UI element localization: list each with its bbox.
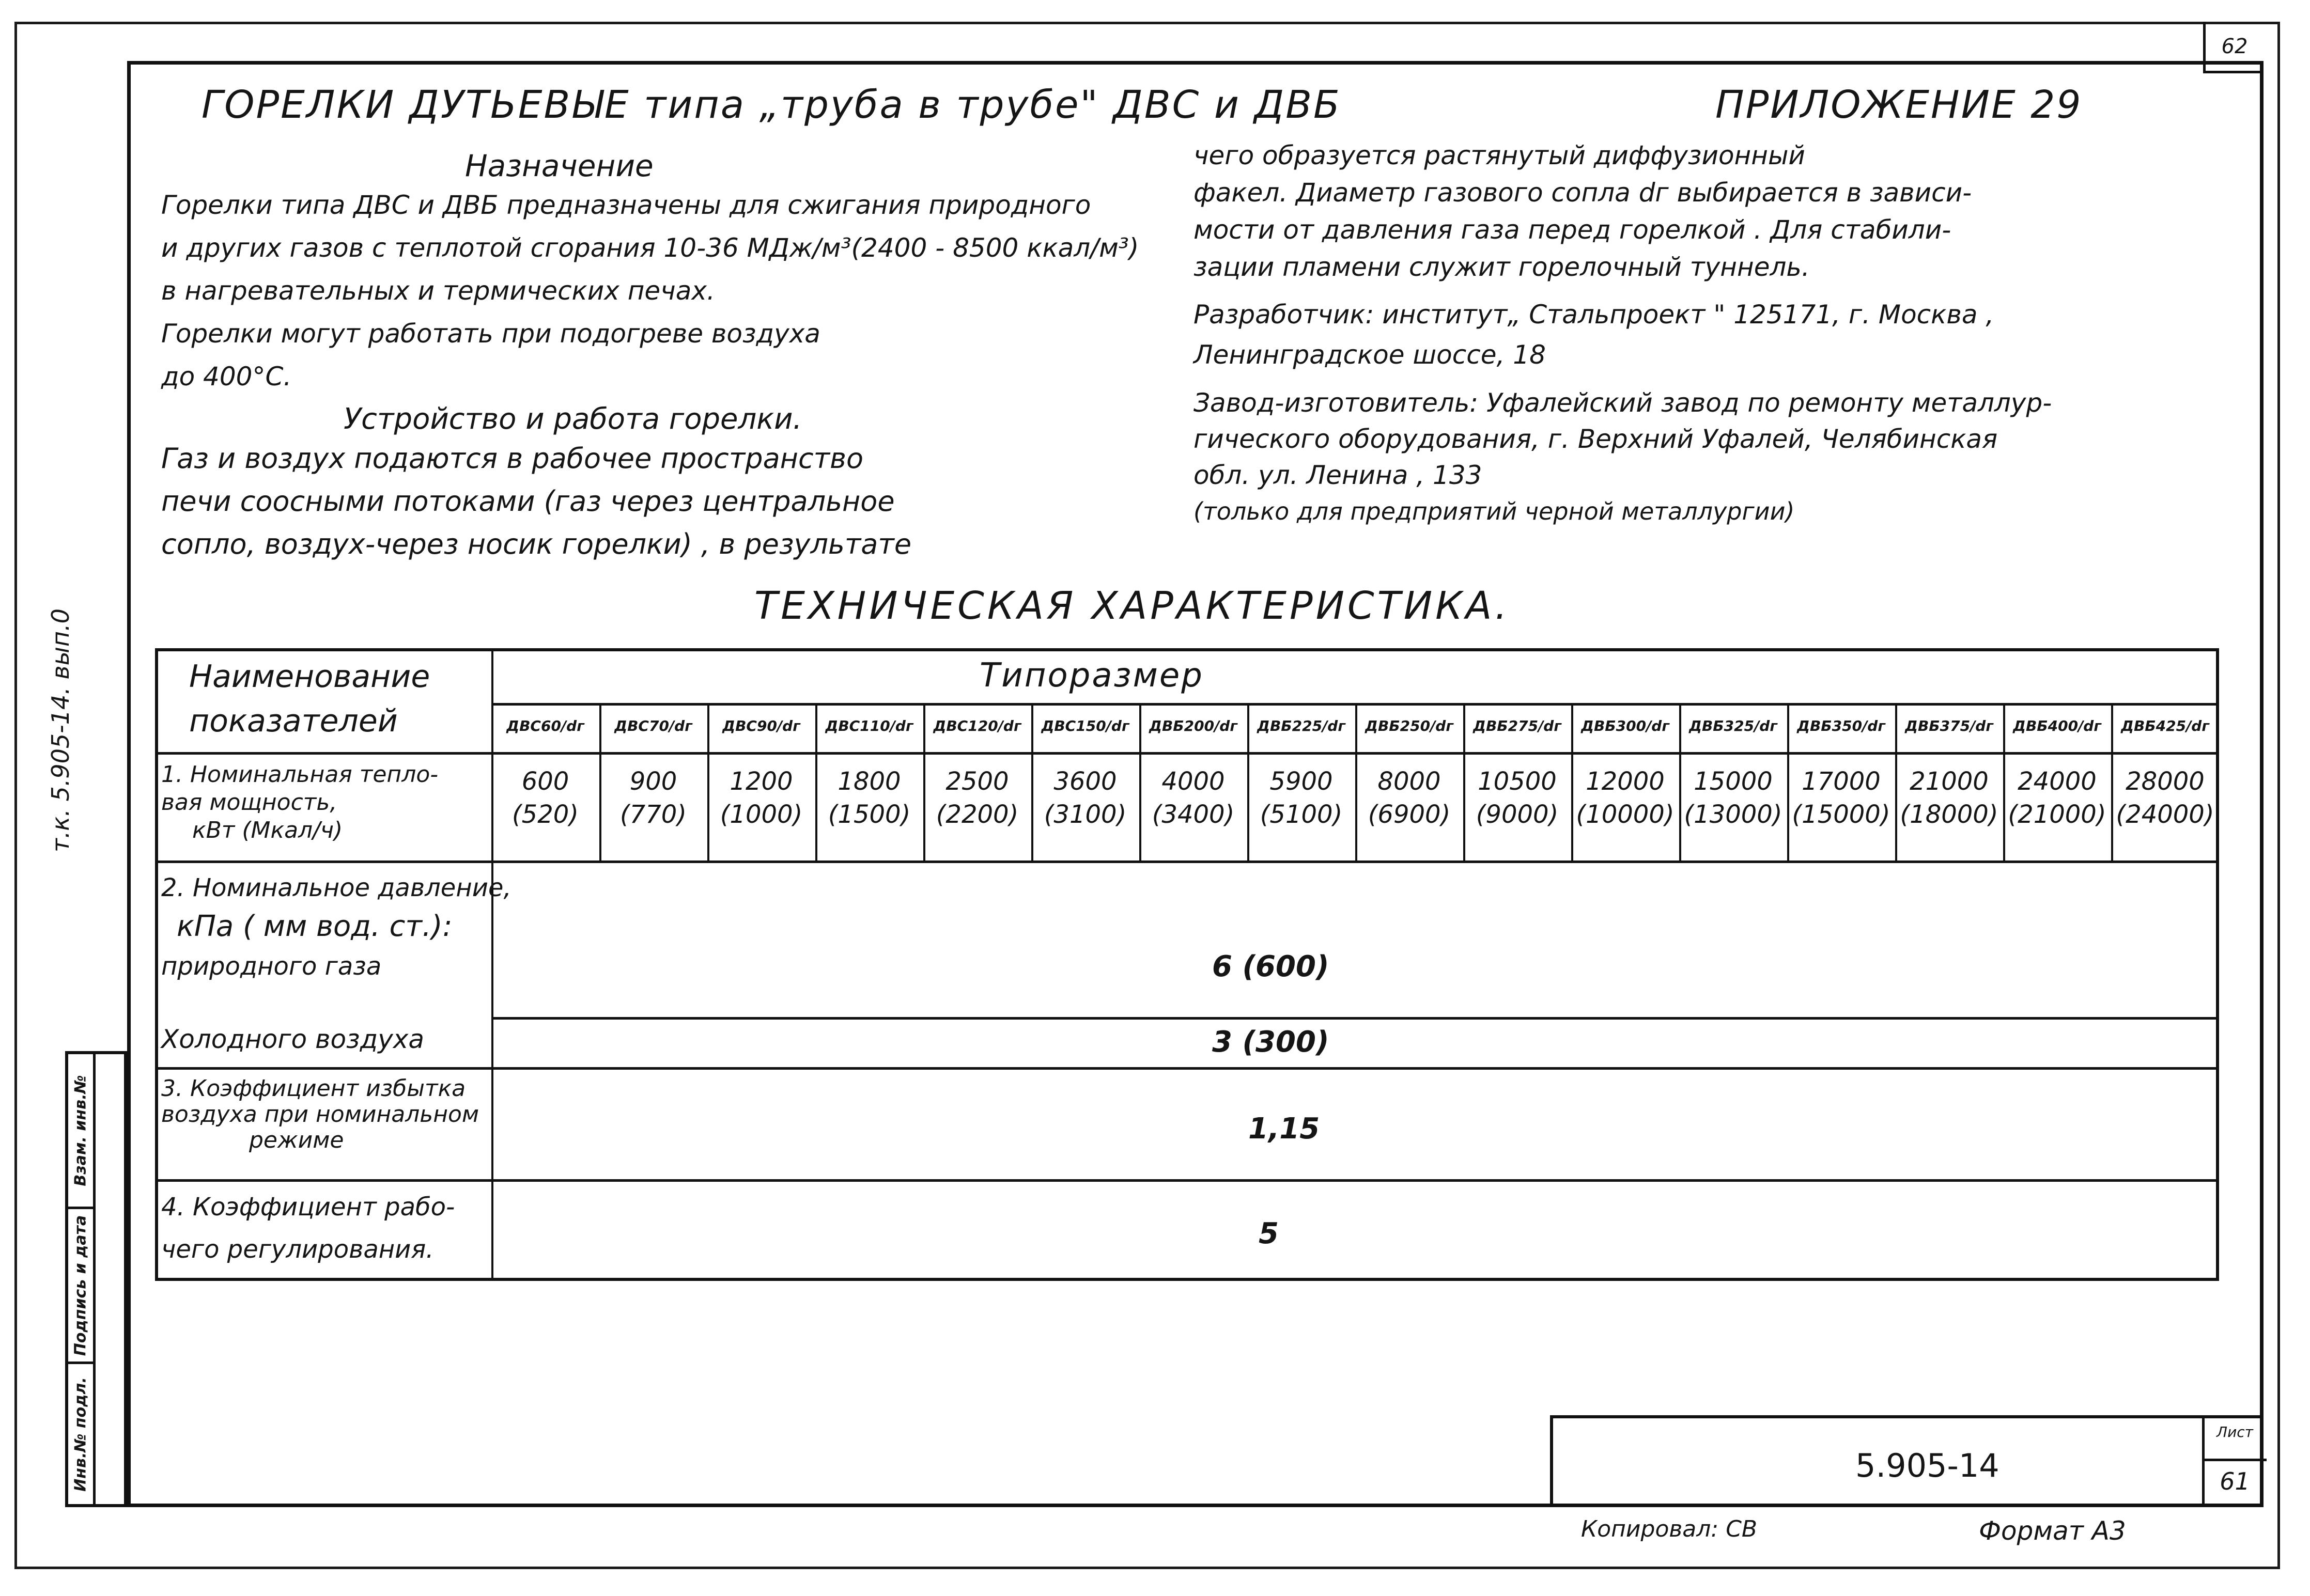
- device-text: [161, 437, 911, 566]
- power-kw: 1800: [838, 767, 901, 796]
- document-title: ГОРЕЛКИ ДУТЬЕВЫЕ типа „труба в трубе" ДВС и ДВБ: [201, 83, 1341, 127]
- sheet-label: Лист: [2216, 1423, 2253, 1441]
- row4-label-line: чего регулирования.: [161, 1235, 434, 1264]
- size-header-cell: ДВБ300/dг: [1581, 717, 1669, 734]
- strip-label-signature: Подпись и дата: [71, 1215, 90, 1356]
- power-mcal: (24000): [2116, 800, 2214, 829]
- right-line: зации пламени служит горелочный туннель.: [1193, 252, 1810, 282]
- table-line: [158, 752, 2219, 755]
- power-kw: 28000: [2126, 767, 2205, 796]
- size-header-cell: ДВБ200/dг: [1149, 717, 1237, 734]
- size-header-cell: ДВБ375/dг: [1905, 717, 1993, 734]
- power-kw: 10500: [1478, 767, 1557, 796]
- device-heading: Устройство и работа горелки.: [344, 402, 802, 436]
- device-line: сопло, воздух-через носик горелки) , в результате: [161, 528, 912, 560]
- manufacturer-line: Завод-изготовитель: Уфалейский завод по ремонту металлур-: [1193, 388, 2052, 418]
- row2-label-line3: природного газа: [161, 952, 382, 981]
- power-cell: [1679, 765, 1787, 831]
- row3-label-line: режиме: [249, 1127, 344, 1153]
- power-cell: [1247, 765, 1355, 831]
- power-mcal: (1000): [720, 800, 803, 829]
- power-mcal: (13000): [1684, 800, 1782, 829]
- power-mcal: (9000): [1476, 800, 1559, 829]
- appendix-label: ПРИЛОЖЕНИЕ 29: [1715, 83, 2083, 127]
- size-header-cell: ДВС150/dг: [1041, 717, 1129, 734]
- power-cell: [599, 765, 707, 831]
- size-header-cell: ДВС120/dг: [933, 717, 1021, 734]
- purpose-heading: Назначение: [465, 148, 654, 183]
- side-document-code: т.к. 5.905-14. вып.0: [46, 608, 74, 852]
- power-kw: 4000: [1161, 767, 1225, 796]
- purpose-line: Горелки могут работать при подогреве воздуха: [161, 319, 820, 349]
- name-header-line2: показателей: [189, 703, 398, 739]
- power-cell: [707, 765, 815, 831]
- row2-label-line1: 2. Номинальное давление,: [161, 873, 511, 902]
- right-column-text-a: [1193, 137, 1972, 286]
- power-cell: [2003, 765, 2111, 831]
- power-kw: 3600: [1053, 767, 1117, 796]
- size-header-cell: ДВС60/dг: [506, 717, 584, 734]
- size-header-cell: ДВС110/dг: [825, 717, 913, 734]
- right-line: мости от давления газа перед горелкой . Для стабили-: [1193, 215, 1951, 245]
- power-cell: [2111, 765, 2219, 831]
- size-header-cell: ДВБ350/dг: [1797, 717, 1885, 734]
- right-column-text-b: [1193, 294, 1994, 375]
- approval-strip: [65, 1051, 127, 1507]
- row1-label-line: кВт (Мкал/ч): [192, 817, 343, 843]
- row4-label: [161, 1186, 455, 1271]
- manufacturer-line: гического оборудования, г. Верхний Уфалей, Челябинская: [1193, 424, 1998, 454]
- row4-label-line: 4. Коэффициент рабо-: [161, 1193, 455, 1222]
- device-line: печи соосными потоками (газ через центральное: [161, 485, 895, 518]
- right-line: чего образуется растянутый диффузионный: [1193, 140, 1805, 170]
- strip-divider: [93, 1054, 96, 1504]
- row2-label-line2: кПа ( мм вод. ст.):: [177, 910, 453, 943]
- size-header-cell: ДВБ250/dг: [1365, 717, 1453, 734]
- power-cell: [1139, 765, 1247, 831]
- purpose-line: Горелки типа ДВС и ДВБ предназначены для сжигания природного: [161, 190, 1091, 220]
- power-cell: [1355, 765, 1463, 831]
- size-header-cell: ДВБ275/dг: [1473, 717, 1561, 734]
- purpose-line: до 400°С.: [161, 362, 292, 392]
- table-line: [491, 1017, 2219, 1020]
- size-header-cell: ДВБ400/dг: [2013, 717, 2101, 734]
- power-kw: 900: [629, 767, 677, 796]
- excess-air-value: 1,15: [1248, 1112, 1320, 1146]
- row1-label-line: вая мощность,: [161, 789, 337, 816]
- power-mcal: (3400): [1152, 800, 1235, 829]
- power-cell: [491, 765, 599, 831]
- paper-format: Формат А3: [1979, 1516, 2126, 1546]
- row3-label-line: 3. Коэффициент избытка: [161, 1075, 466, 1102]
- power-kw: 24000: [2018, 767, 2097, 796]
- title-block-divider: [2202, 1418, 2205, 1507]
- power-mcal: (3100): [1044, 800, 1127, 829]
- size-header-cell: ДВС90/dг: [722, 717, 800, 734]
- power-kw: 17000: [1802, 767, 1881, 796]
- power-kw: 5900: [1269, 767, 1333, 796]
- spec-table-title: ТЕХНИЧЕСКАЯ ХАРАКТЕРИСТИКА.: [754, 584, 1510, 628]
- document-number: 5.905-14: [1855, 1447, 1999, 1484]
- row1-label: [161, 761, 438, 844]
- power-kw: 600: [521, 767, 569, 796]
- row2b-label: Холодного воздуха: [161, 1024, 425, 1054]
- spec-table: [155, 648, 2219, 1281]
- power-mcal: (6900): [1368, 800, 1451, 829]
- manufacturer-line: обл. ул. Ленина , 133: [1193, 460, 1482, 490]
- power-kw: 2500: [945, 767, 1009, 796]
- power-mcal: (770): [619, 800, 687, 829]
- developer-line: Ленинградское шоссе, 18: [1193, 340, 1546, 370]
- page-corner-number: 62: [2203, 22, 2264, 73]
- purpose-line: и других газов с теплотой сгорания 10-36 МДж/м³(2400 - 8500 ккал/м³): [161, 233, 1139, 263]
- power-kw: 1200: [730, 767, 793, 796]
- row3-label-line: воздуха при номинальном: [161, 1101, 479, 1128]
- air-pressure-value: 3 (300): [1212, 1025, 1329, 1059]
- size-header-cell: ДВБ325/dг: [1689, 717, 1777, 734]
- strip-label-original: Инв.№ подл.: [71, 1376, 90, 1492]
- power-kw: 12000: [1586, 767, 1665, 796]
- strip-cell-replaced: [68, 1054, 93, 1209]
- power-cell: [815, 765, 923, 831]
- strip-label-replaced: Взам. инв.№: [71, 1074, 90, 1186]
- power-cell: [923, 765, 1031, 831]
- table-line: [158, 1067, 2219, 1070]
- power-kw: 15000: [1694, 767, 1773, 796]
- power-mcal: (18000): [1900, 800, 1998, 829]
- name-header-line1: Наименование: [189, 659, 430, 695]
- size-header-cell: ДВБ225/dг: [1257, 717, 1345, 734]
- size-header-cell: ДВС70/dг: [614, 717, 692, 734]
- power-mcal: (15000): [1792, 800, 1890, 829]
- table-line: [158, 1179, 2219, 1182]
- power-cell: [1787, 765, 1895, 831]
- size-header-cell: ДВБ425/dг: [2121, 717, 2209, 734]
- row1-label-line: 1. Номинальная тепло-: [161, 761, 439, 788]
- power-mcal: (2200): [936, 800, 1019, 829]
- power-cell: [1895, 765, 2003, 831]
- power-cell: [1031, 765, 1139, 831]
- gas-pressure-value: 6 (600): [1212, 950, 1329, 983]
- title-block-divider: [2202, 1459, 2267, 1461]
- power-cell: [1463, 765, 1571, 831]
- power-mcal: (5100): [1260, 800, 1343, 829]
- right-column-text-c: [1193, 385, 2052, 529]
- power-kw: 8000: [1377, 767, 1441, 796]
- size-header: Типоразмер: [980, 656, 1204, 695]
- sheet-number: 61: [2220, 1467, 2250, 1495]
- developer-line: Разработчик: институт„ Стальпроект " 125171, г. Москва ,: [1193, 300, 1994, 330]
- power-cell: [1571, 765, 1679, 831]
- strip-cell-original: [68, 1364, 93, 1504]
- regulation-value: 5: [1259, 1217, 1279, 1250]
- right-line: факел. Диаметр газового сопла dг выбирается в зависи-: [1193, 178, 1972, 208]
- copied-by: Копировал: СВ: [1581, 1516, 1758, 1542]
- power-kw: 21000: [1910, 767, 1989, 796]
- table-line: [158, 860, 2219, 863]
- strip-cell-signature: [68, 1209, 93, 1364]
- power-mcal: (1500): [828, 800, 911, 829]
- purpose-text: [161, 184, 1139, 398]
- table-line: [491, 651, 493, 1278]
- manufacturer-line: (только для предприятий черной металлургии): [1193, 497, 1795, 525]
- power-mcal: (520): [511, 800, 579, 829]
- power-mcal: (21000): [2008, 800, 2106, 829]
- title-block: [1550, 1415, 2264, 1507]
- row3-label: [161, 1076, 479, 1153]
- purpose-line: в нагревательных и термических печах.: [161, 276, 715, 306]
- device-line: Газ и воздух подаются в рабочее пространство: [161, 442, 863, 475]
- power-mcal: (10000): [1576, 800, 1675, 829]
